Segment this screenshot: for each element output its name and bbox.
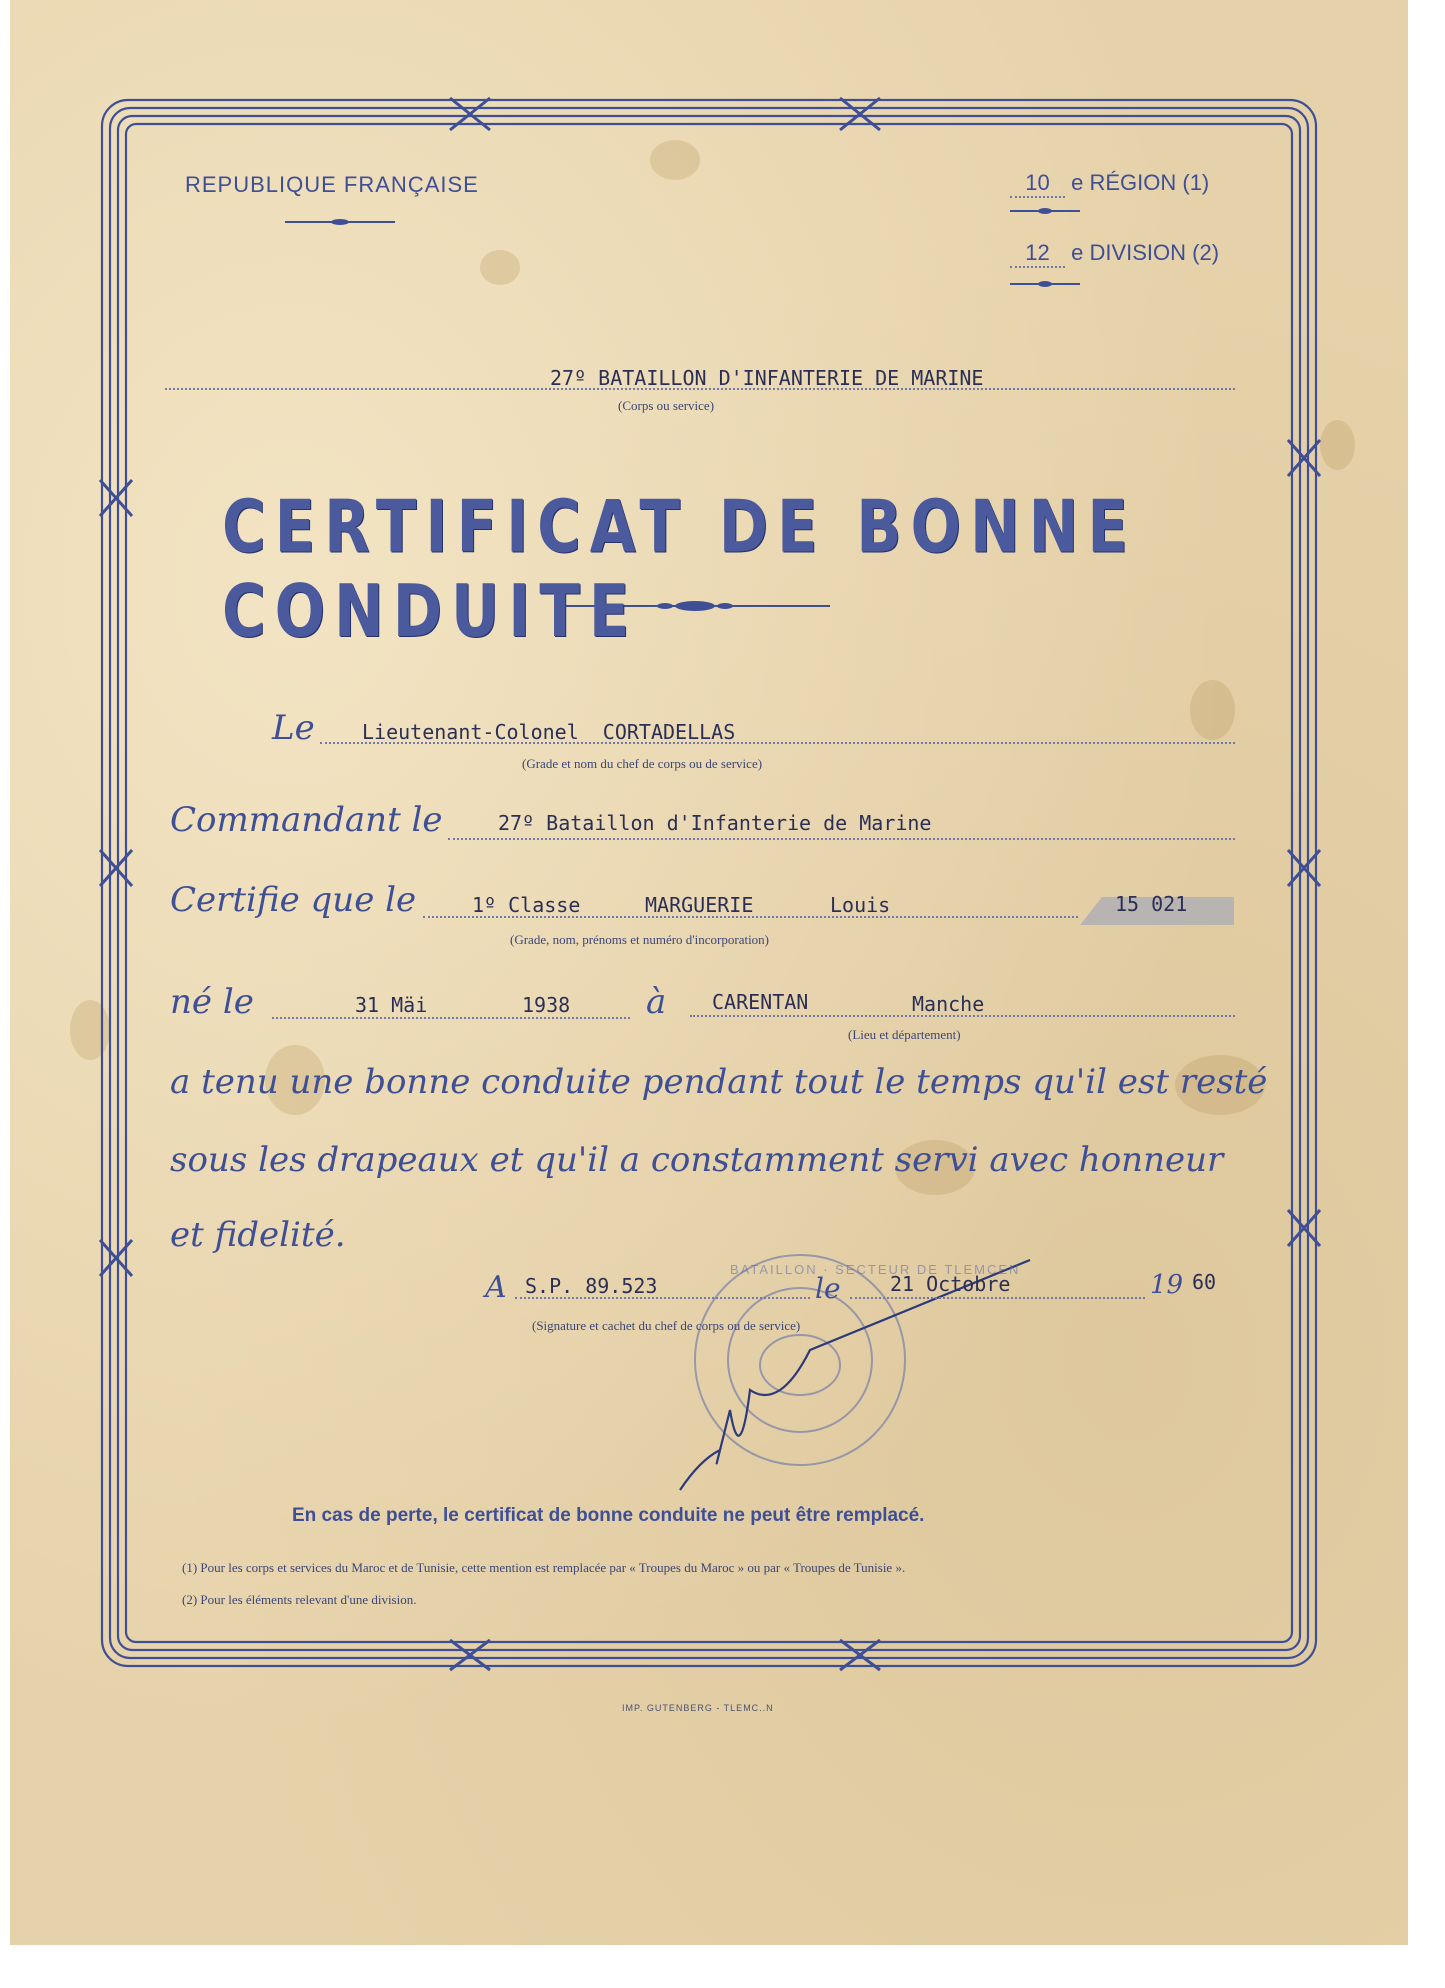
loss-warning: En cas de perte, le certificat de bonne conduite ne peut être remplacé. [292, 1505, 925, 1526]
commandant-label: Commandant le [170, 800, 443, 840]
le-label: Le [272, 708, 315, 748]
birth-town: CARENTAN [712, 990, 809, 1014]
commandant-dotted-line [448, 838, 1235, 840]
division-number: 12 [1010, 240, 1065, 268]
soldier-name: MARGUERIE [645, 893, 754, 917]
year-suffix: 60 [1192, 1270, 1217, 1294]
official-stamp [695, 1255, 905, 1465]
stamp-text: BATAILLON · SECTEUR DE TLEMCEN [730, 1262, 1021, 1277]
signature-date: 21 Octobre [890, 1272, 1011, 1296]
birth-dept: Manche [912, 992, 985, 1016]
soldier-number: 15 021 [1115, 892, 1188, 916]
footnote-1: (1) Pour les corps et services du Maroc et de Tunisie, cette mention est remplacée par « Troupes du Maroc » ou par « Troupes de Tunisie ». [182, 1560, 906, 1575]
chief-value: Lieutenant-Colonel CORTADELLAS [362, 720, 736, 744]
region-line [1010, 170, 1240, 198]
chief-dotted-line [320, 742, 1235, 744]
signature-caption: (Signature et cachet du chef de corps ou de service) [532, 1318, 801, 1333]
soldier-firstname: Louis [830, 893, 891, 917]
division-line [1010, 240, 1240, 268]
certifie-label: Certifie que le [170, 880, 417, 920]
corps-caption: (Corps ou service) [618, 398, 715, 413]
birth-place-dotted-line [690, 1015, 1235, 1017]
a-label: à [646, 982, 667, 1022]
certificate-paper [10, 0, 1408, 1945]
corps-value: 27º BATAILLON D'INFANTERIE DE MARINE [550, 366, 984, 390]
place-prefix: A [485, 1270, 507, 1305]
soldier-dotted-line [423, 916, 1078, 918]
soldier-caption: (Grade, nom, prénoms et numéro d'incorporation) [510, 932, 770, 947]
corps-dotted-line [165, 388, 1235, 390]
printer-mark: IMP. GUTENBERG - TLEMC..N [622, 1703, 774, 1713]
statement-line-2: sous les drapeaux et qu'il a constamment servi avec honneur [170, 1140, 1224, 1180]
footnote-2: (2) Pour les éléments relevant d'une division. [182, 1592, 417, 1607]
signature-place: S.P. 89.523 [525, 1274, 658, 1298]
soldier-grade: 1º Classe [472, 893, 581, 917]
ne-le-label: né le [170, 982, 254, 1022]
birth-date-dotted-line [272, 1017, 630, 1019]
region-label: e RÉGION (1) [1071, 170, 1210, 195]
birth-day-month: 31 Mäi [355, 993, 428, 1017]
decorative-border [10, 0, 1408, 1945]
year-prefix: 19 [1150, 1270, 1184, 1300]
birth-caption: (Lieu et département) [848, 1027, 961, 1042]
region-number: 10 [1010, 170, 1065, 198]
certificate-title: CERTIFICAT DE BONNE CONDUITE [222, 484, 1137, 654]
statement-line-3: et fidelité. [170, 1215, 346, 1255]
commandant-value: 27º Bataillon d'Infanterie de Marine [498, 811, 932, 835]
date-dotted-line [850, 1297, 1145, 1299]
chief-caption: (Grade et nom du chef de corps ou de service) [522, 756, 763, 771]
republic-heading: REPUBLIQUE FRANÇAISE [185, 172, 479, 197]
statement-line-1: a tenu une bonne conduite pendant tout le temps qu'il est resté [170, 1062, 1268, 1102]
place-dotted-line [515, 1297, 810, 1299]
division-label: e DIVISION (2) [1071, 240, 1220, 265]
birth-year: 1938 [522, 993, 571, 1017]
date-le-label: le [815, 1272, 841, 1305]
